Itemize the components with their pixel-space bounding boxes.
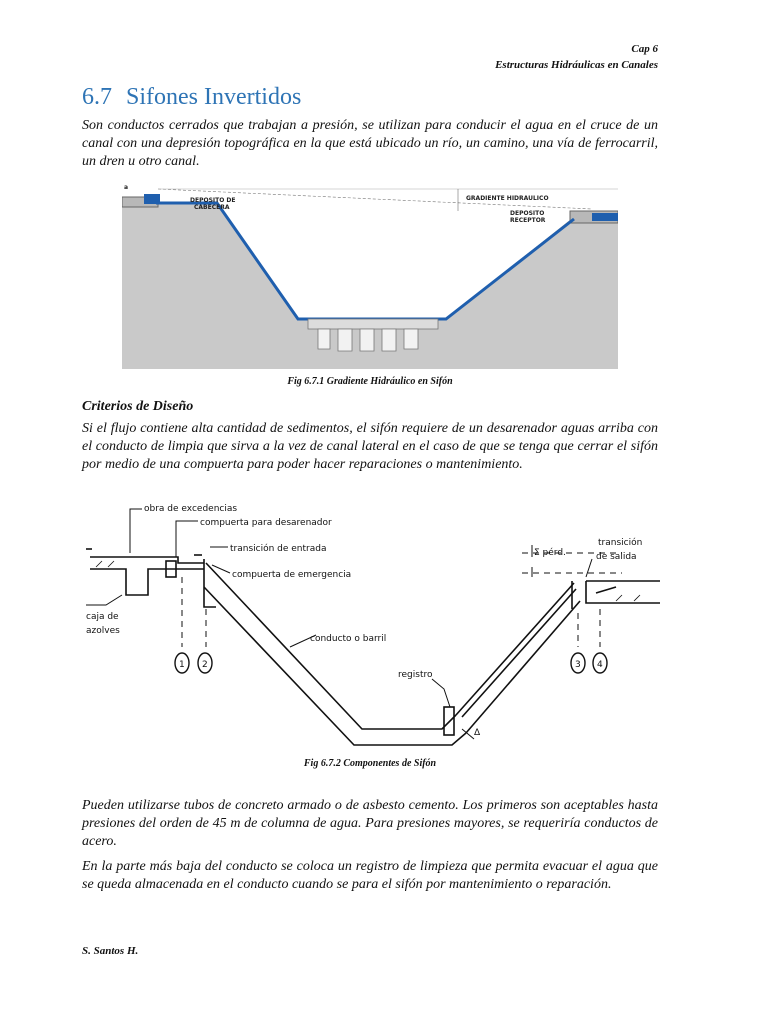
figure-hydraulic-gradient <box>122 183 618 369</box>
section-title <box>82 84 301 111</box>
fig1-label-gradient: GRADIENTE HIDRAULICO <box>466 195 549 202</box>
fig2-label-sand-gate: compuerta para desarenador <box>200 518 332 528</box>
figure-siphon-components <box>86 497 660 751</box>
fig2-section-2: 2 <box>202 660 208 670</box>
fig2-section-4: 4 <box>597 660 603 670</box>
fig1-label-head-tank-2: CABECERA <box>194 204 230 211</box>
fig1-label-corner: a <box>124 184 129 191</box>
fig1-label-receiver-1: DEPOSITO <box>510 210 545 217</box>
fig2-label-registro: registro <box>398 670 433 680</box>
cleanout-paragraph: En la parte más baja del conducto se coloca un registro de limpieza que permita evacuar el agua que se queda almacenada en el conducto cuando se para el sifón por mantenimiento o reparación. <box>82 859 658 892</box>
fig1-label-head-tank-1: DEPOSITO DE <box>190 197 236 204</box>
fig2-label-outlet-transition-1: transición <box>598 538 643 548</box>
running-header-chapter: Cap 6 <box>631 43 658 55</box>
fig2-section-1: 1 <box>179 660 185 670</box>
section-number: 6.7 <box>82 84 112 110</box>
fig2-label-outlet-transition-2: de salida <box>596 552 637 562</box>
design-criteria-heading: Criterios de Diseño <box>82 399 194 414</box>
fig1-label-receiver-2: RECEPTOR <box>510 217 546 224</box>
design-criteria-paragraph: Si el flujo contiene alta cantidad de sedimentos, el sifón requiere de un desarenador aguas arriba con el conducto de limpia que sirva a la vez de canal lateral en el caso de que se tenga que cerrar el sifón por medio de una compuerta para poder hacer reparaciones o mantenimiento. <box>82 421 658 472</box>
fig2-section-3: 3 <box>575 660 581 670</box>
fig2-label-inlet-transition: transición de entrada <box>230 544 327 554</box>
fig2-label-delta: Δ <box>474 728 481 738</box>
intro-paragraph: Son conductos cerrados que trabajan a presión, se utilizan para conducir el agua en el cruce de un canal con una depresión topográfica en la que está ubicado un río, un camino, una vía de ferrocarril, un dren u otro canal. <box>82 118 658 169</box>
fig2-label-emergency-gate: compuerta de emergencia <box>232 570 352 580</box>
running-header-subject: Estructuras Hidráulicas en Canales <box>495 59 658 71</box>
fig2-label-barrel: conducto o barril <box>310 634 387 644</box>
footer-author: S. Santos H. <box>82 945 139 957</box>
fig2-label-sediment-box-1: caja de <box>86 612 119 622</box>
pipes-paragraph: Pueden utilizarse tubos de concreto armado o de asbesto cemento. Los primeros son aceptables hasta presiones del orden de 45 m de columna de agua. Para presiones mayores, se requeriría conductos de acero. <box>82 798 658 849</box>
figure1-caption: Fig 6.7.1 Gradiente Hidráulico en Sifón <box>287 376 453 387</box>
figure2-caption: Fig 6.7.2 Componentes de Sifón <box>303 758 437 769</box>
fig2-label-head-loss: Σ pérd. <box>534 548 566 558</box>
section-title-text: Sifones Invertidos <box>126 84 302 110</box>
fig2-label-overflow: obra de excedencias <box>144 504 238 514</box>
fig2-label-sediment-box-2: azolves <box>86 626 120 636</box>
